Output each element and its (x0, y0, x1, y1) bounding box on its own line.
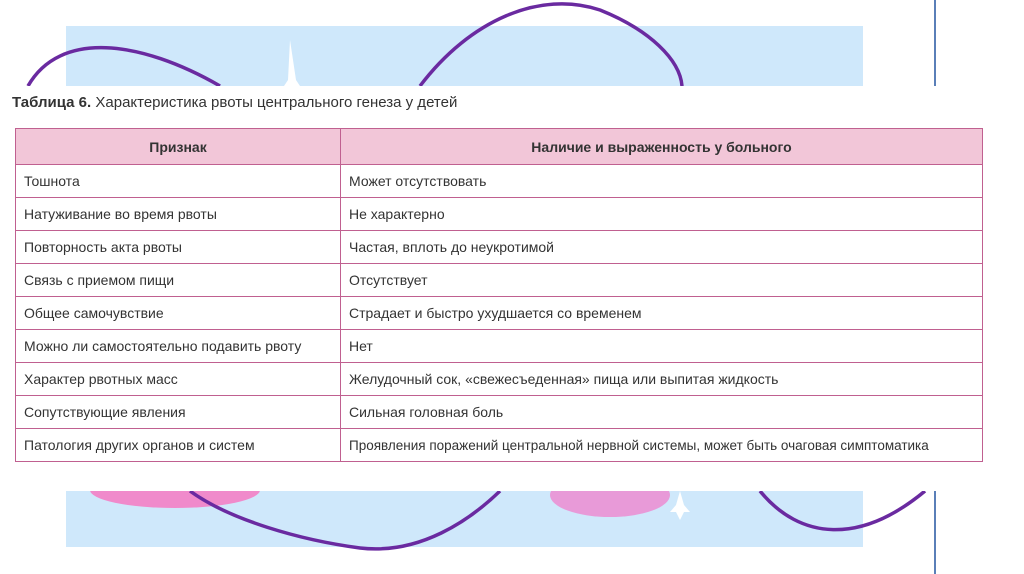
row-sign: Сопутствующие явления (16, 396, 341, 429)
row-value: Частая, вплоть до неукротимой (341, 231, 983, 264)
table-row (16, 330, 983, 363)
table-row (16, 363, 983, 396)
row-value: Желудочный сок, «свежесъеденная» пища или выпитая жидкость (341, 363, 983, 396)
header-sign: Признак (16, 129, 341, 165)
row-sign: Тошнота (16, 165, 341, 198)
table-row (16, 165, 983, 198)
table-row (16, 198, 983, 231)
row-sign: Общее самочувствие (16, 297, 341, 330)
table-row (16, 264, 983, 297)
row-sign: Повторность акта рвоты (16, 231, 341, 264)
row-value: Страдает и быстро ухудшается со временем (341, 297, 983, 330)
table-row (16, 429, 983, 462)
header-presence: Наличие и выраженность у больного (341, 129, 983, 165)
row-value: Сильная головная боль (341, 396, 983, 429)
right-rule-top (934, 0, 936, 86)
table-header-row (16, 129, 983, 165)
table-row (16, 231, 983, 264)
table-caption-text: Характеристика рвоты центрального генеза у детей (95, 94, 458, 111)
backdrop-top (66, 26, 863, 88)
vomiting-characteristics-table (15, 128, 983, 462)
row-sign: Характер рвотных масс (16, 363, 341, 396)
row-sign: Связь с приемом пищи (16, 264, 341, 297)
row-sign: Натуживание во время рвоты (16, 198, 341, 231)
right-rule-bottom (934, 491, 936, 574)
row-value: Не характерно (341, 198, 983, 231)
row-sign: Патология других органов и систем (16, 429, 341, 462)
row-value: Нет (341, 330, 983, 363)
table-caption (12, 94, 457, 111)
table-row (16, 297, 983, 330)
table-caption-label: Таблица 6. (12, 94, 92, 111)
row-value: Проявления поражений центральной нервной системы, может быть очаговая симптоматика (341, 429, 983, 462)
row-value: Отсутствует (341, 264, 983, 297)
row-sign: Можно ли самостоятельно подавить рвоту (16, 330, 341, 363)
table-row (16, 396, 983, 429)
row-value: Может отсутствовать (341, 165, 983, 198)
